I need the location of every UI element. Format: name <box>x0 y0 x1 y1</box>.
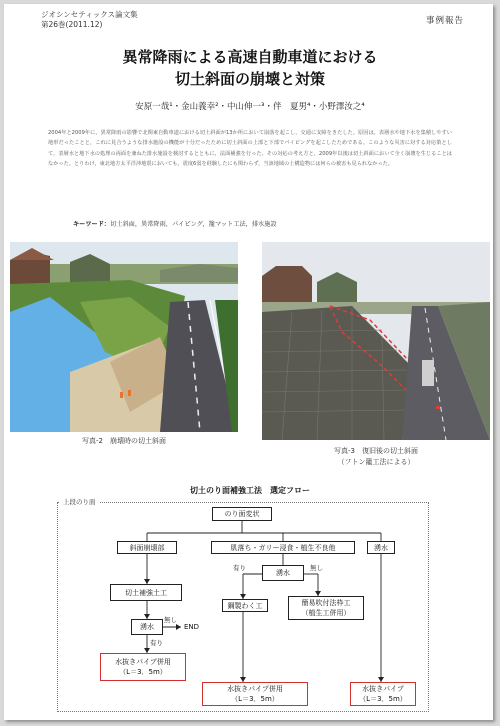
flow-node-simple-spray-frame <box>288 596 364 620</box>
drain-pipe-b-line-1: 水抜きパイプ併用 <box>227 685 283 693</box>
drain-pipe-c-line-2: （L＝3．5m） <box>359 695 407 703</box>
drain-pipe-a-line-1: 水抜きパイプ併用 <box>115 658 171 666</box>
keywords-text: 切土斜面，異常降雨，パイピング，籠マット工法，排水施設 <box>110 221 277 228</box>
flow-frame-label: 上段のり面 <box>60 497 99 506</box>
title-line-1: 異常降雨による高速自動車道における <box>122 48 378 66</box>
flow-label-yes-b: 有り <box>233 564 246 572</box>
abstract-text: 2004年と2009年に，異常降雨の影響で北関東自動車道における切土斜面が13か所において崩落を起こし，交通に支障をきたした。原因は，表層水や地下水を集積しやすい地形だったことと，これに見合うような排水施設の機能が十分だったために切土斜面の上部と下部でパイピングを起こしたためである。このような災害に対する対応策として，表層水と地下水の処理の両面を兼ねた排水施設を検討するとともに，法面補強を行った。その対応の考え方と，2009年以後は切土斜面において全く崩壊を生じることはなかった。とりわけ，東北地方太平洋沖地震においても，震度6弱を経験したにも関わらず，当該地域の土構造物には何らの被害も見られなかった。 <box>48 130 452 168</box>
title-line-2: 切土斜面の崩壊と対策 <box>174 70 325 88</box>
flow-node-root: のり面変状 <box>212 507 272 521</box>
photo-collapse-caption: 写真-2 崩壊時の切土斜面 <box>82 437 166 445</box>
journal-volume: 第26巻(2011.12) <box>41 20 103 29</box>
flow-node-drain-pipe <box>350 682 416 706</box>
flow-node-slope-collapse: 斜面崩壊部 <box>117 541 177 554</box>
flow-node-drain-pipe-combined-b <box>202 682 308 706</box>
flow-node-steel-frame: 鋼製わく工 <box>222 599 268 612</box>
flow-node-spring-water: 湧水 <box>367 541 395 554</box>
photo-repaired-caption-line-1: 写真-3 復旧後の切土斜面 <box>334 447 418 455</box>
flow-node-spring-check-b: 湧水 <box>262 565 304 581</box>
journal-name: ジオシンセティックス論文集 <box>41 10 138 19</box>
article-type: 事例報告 <box>425 16 464 26</box>
drain-pipe-a-line-2: （L＝3．5m） <box>119 668 167 676</box>
flow-node-spring-check-a: 湧水 <box>131 619 163 635</box>
flow-label-none-a: 無し <box>164 616 177 624</box>
drain-pipe-c-line-1: 水抜きパイプ <box>362 685 404 693</box>
keywords-label: キーワード： <box>73 221 111 228</box>
simple-spray-line-1: 簡易吹付法枠工 <box>301 599 351 607</box>
flow-node-end: END <box>184 623 200 631</box>
flow-node-soil-reinforcement: 切土補強土工 <box>110 584 182 601</box>
flow-label-yes-a: 有り <box>150 639 163 647</box>
flow-node-drain-pipe-combined-a <box>100 653 186 681</box>
drain-pipe-b-line-2: （L＝3．5m） <box>231 695 279 703</box>
author-list: 安原一哉¹・金山義幸²・中山伸一³・伴 夏男⁴・小野澤汝之⁴ <box>135 102 365 112</box>
flow-title: 切土のり面補強工法 選定フロー <box>190 486 310 495</box>
photo-repaired-caption-line-2: （フトン籠工法による） <box>337 458 415 466</box>
flow-node-surface-erosion: 肌落ち・ガリー浸食・植生不良他 <box>211 541 355 554</box>
simple-spray-line-2: （植生工併用） <box>301 609 351 617</box>
flow-label-none-b: 無し <box>310 564 323 572</box>
